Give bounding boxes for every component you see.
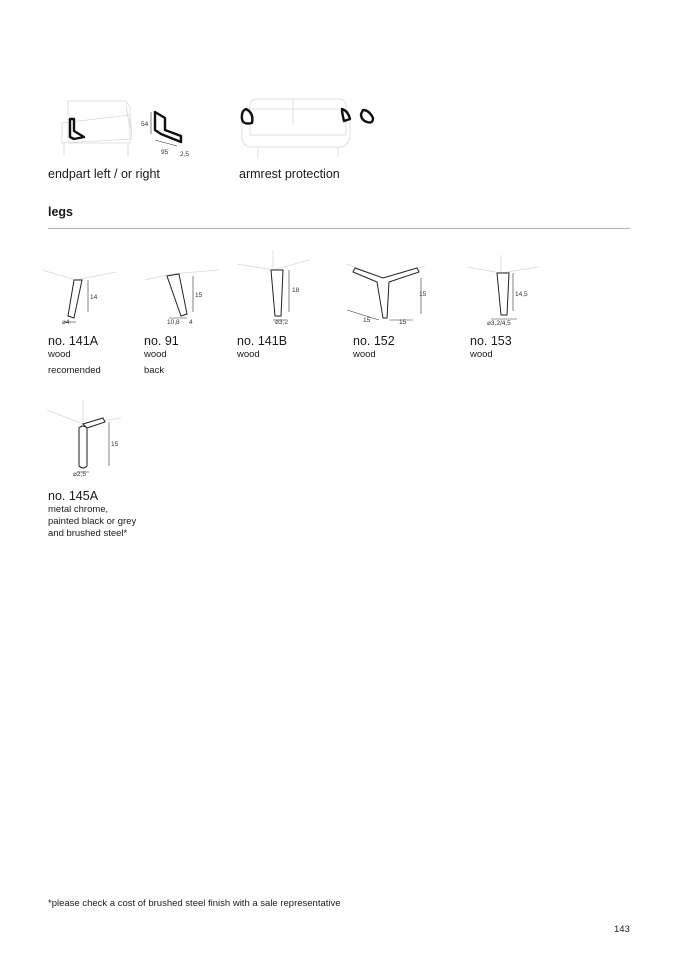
leg-153-name: no. 153: [470, 334, 512, 348]
leg-91-diameter-dim: 4: [189, 319, 193, 326]
leg-141b-height-dim: 18: [292, 287, 300, 294]
leg-153-diameter-dim: ⌀3,2/4,5: [487, 320, 511, 327]
leg-152-height-dim: 15: [419, 291, 427, 298]
leg-91-height-dim: 15: [195, 292, 203, 299]
leg-91-diagram: [143, 262, 223, 332]
leg-145a-height-dim: 15: [111, 441, 119, 448]
leg-91-name: no. 91: [144, 334, 179, 348]
endpart-diagram: [141, 108, 205, 158]
leg-153-diagram: [465, 255, 555, 335]
endpart-height-dim: 54: [141, 121, 149, 128]
leg-91-depth-dim: 10,8: [167, 319, 180, 326]
section-divider: [48, 228, 630, 229]
leg-141b-diagram: [235, 250, 315, 330]
leg-152-diagram: [345, 260, 445, 340]
endpart-depth-dim: 95: [161, 149, 169, 156]
leg-145a-diagram: [45, 400, 135, 490]
legs-section-title: legs: [48, 205, 74, 219]
armrest-protection-piece: [359, 108, 379, 128]
leg-141a-note: recomended: [48, 365, 101, 376]
leg-145a-material-line-2: painted black or grey: [48, 516, 137, 527]
leg-91-note: back: [144, 365, 165, 376]
leg-152-depth-dim: 15: [399, 319, 407, 326]
endpart-thickness-dim: 2,5: [180, 151, 190, 158]
leg-145a-material-line-1: metal chrome,: [48, 504, 109, 515]
armrest-caption: armrest protection: [239, 167, 340, 181]
endpart-caption: endpart left / or right: [48, 167, 160, 181]
armrest-sofa-illustration: [238, 95, 358, 175]
leg-145a-name: no. 145A: [48, 489, 99, 503]
leg-141a-material: wood: [48, 349, 71, 360]
leg-145a-material-line-3: and brushed steel*: [48, 528, 128, 539]
leg-141b-diameter-dim: ⌀3,2: [275, 319, 288, 326]
leg-152-name: no. 152: [353, 334, 395, 348]
leg-141a-diameter-dim: ⌀4: [62, 319, 70, 326]
leg-141a-height-dim: 14: [90, 294, 98, 301]
leg-145a-diameter-dim: ⌀2,5: [73, 471, 86, 478]
leg-153-height-dim: 14,5: [515, 291, 528, 298]
leg-153-material: wood: [470, 349, 493, 360]
footnote: *please check a cost of brushed steel finish with a sale representative: [48, 898, 341, 909]
leg-141a-name: no. 141A: [48, 334, 99, 348]
leg-141b-material: wood: [237, 349, 260, 360]
leg-141b-name: no. 141B: [237, 334, 288, 348]
leg-91-material: wood: [144, 349, 167, 360]
leg-152-width-dim: 15: [363, 317, 371, 324]
leg-152-material: wood: [353, 349, 376, 360]
page-number: 143: [614, 924, 630, 935]
leg-141a-diagram: [40, 262, 120, 332]
